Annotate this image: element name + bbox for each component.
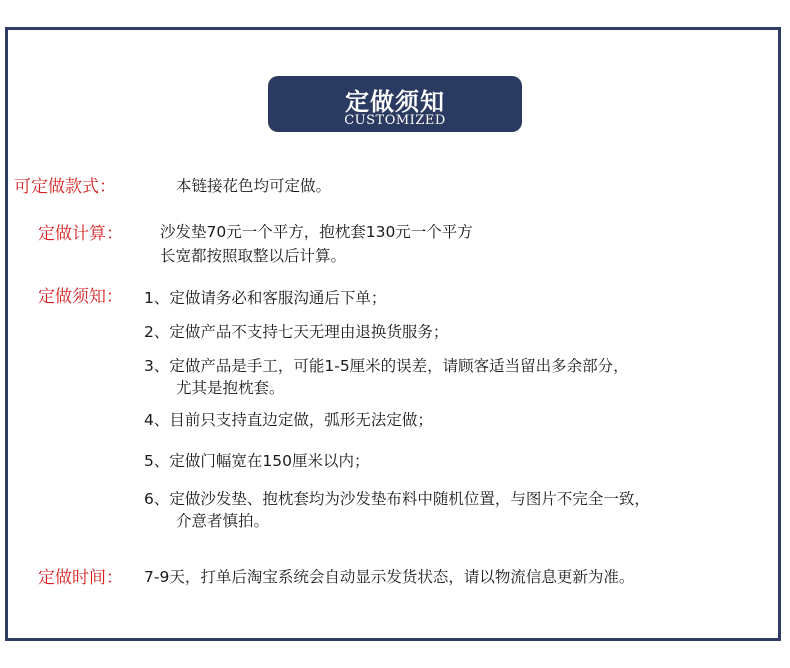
note-item-5: 5、定做门幅宽在150厘米以内； xyxy=(144,452,370,470)
header-banner xyxy=(268,76,522,132)
pricing-line-1: 沙发垫70元一个平方，抱枕套130元一个平方 xyxy=(160,223,473,241)
timing-text: 7-9天，打单后淘宝系统会自动显示发货状态，请以物流信息更新为准。 xyxy=(144,568,635,586)
note-item-1: 1、定做请务必和客服沟通后下单； xyxy=(144,289,387,307)
styles-label: 可定做款式： xyxy=(14,177,116,197)
note-item-2: 2、定做产品不支持七天无理由退换货服务； xyxy=(144,323,449,341)
note-item-4: 4、目前只支持直边定做，弧形无法定做； xyxy=(144,411,433,429)
pricing-line-2: 长宽都按照取整以后计算。 xyxy=(160,247,347,265)
banner-subtitle: CUSTOMIZED xyxy=(344,113,446,128)
pricing-label: 定做计算： xyxy=(38,224,123,244)
banner-title: 定做须知 xyxy=(345,88,445,116)
timing-label: 定做时间： xyxy=(38,568,123,588)
note-item-6: 6、定做沙发垫、抱枕套均为沙发垫布料中随机位置，与图片不完全一致， xyxy=(144,490,650,508)
notes-label: 定做须知： xyxy=(38,287,123,307)
note-item-6-cont: 介意者慎拍。 xyxy=(176,512,270,530)
styles-text: 本链接花色均可定做。 xyxy=(176,177,332,195)
note-item-3: 3、定做产品是手工，可能1-5厘米的误差，请顾客适当留出多余部分， xyxy=(144,357,629,375)
note-item-3-cont: 尤其是抱枕套。 xyxy=(176,379,285,397)
